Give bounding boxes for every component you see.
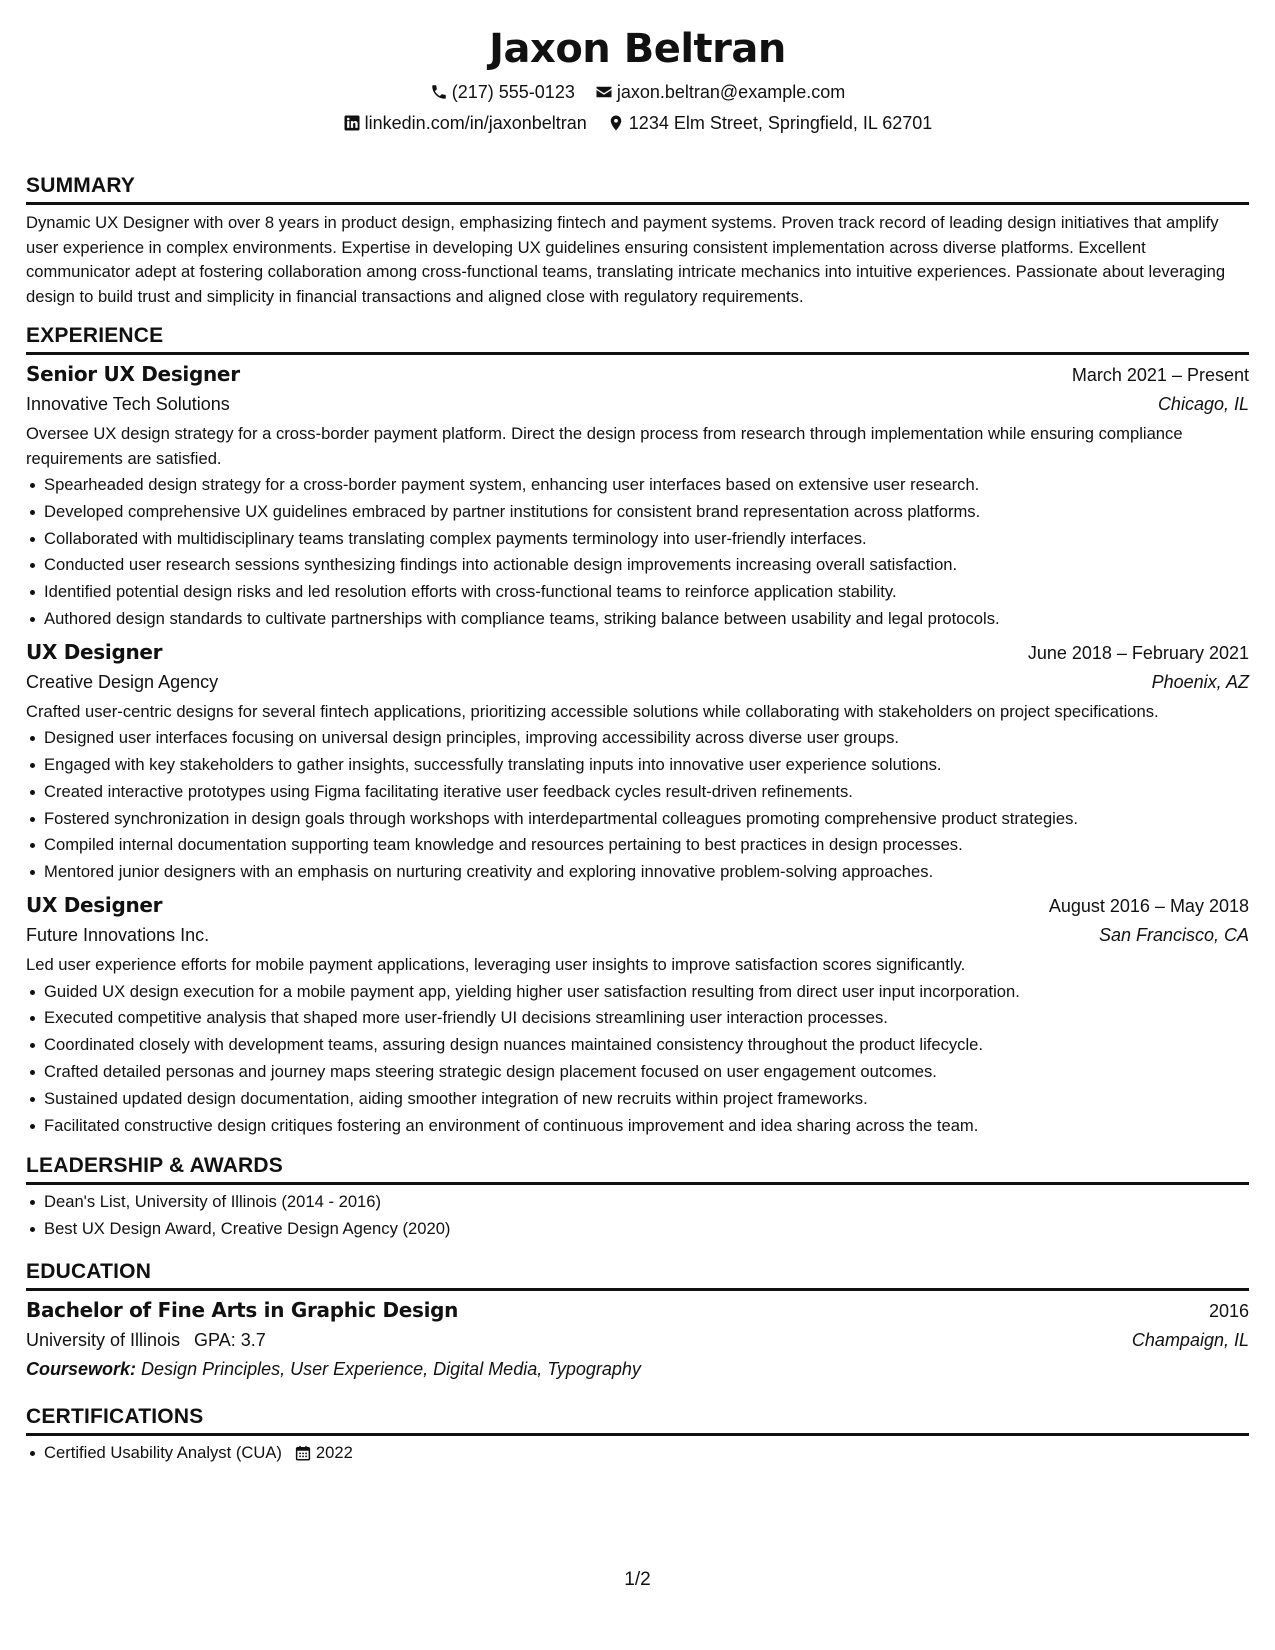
job-location: Chicago, IL <box>1157 394 1249 414</box>
contact-line-1 <box>26 80 1249 104</box>
list-item: Created interactive prototypes using Figma facilitating iterative user feedback cycles result-driven refinements. <box>26 779 1249 806</box>
job-date: August 2016 – May 2018 <box>1048 896 1249 917</box>
calendar-icon <box>294 1444 312 1462</box>
job-entry <box>26 637 1249 886</box>
job-header <box>26 637 1249 668</box>
coursework-list: Design Principles, User Experience, Digital Media, Typography <box>141 1358 641 1379</box>
job-subheader <box>26 390 1249 418</box>
job-header <box>26 890 1249 921</box>
certification-year: 2022 <box>315 1442 353 1462</box>
phone-icon <box>430 83 448 101</box>
list-item: Developed comprehensive UX guidelines embraced by partner institutions for consistent brand representation across platforms. <box>26 499 1249 526</box>
job-company: Creative Design Agency <box>26 671 219 692</box>
job-date: March 2021 – Present <box>1071 365 1249 385</box>
address-contact <box>607 111 933 135</box>
job-description: Crafted user-centric designs for several fintech applications, prioritizing accessible solutions while collaborating with stakeholders on project specifications. <box>26 701 1159 721</box>
gpa: GPA: 3.7 <box>194 1329 266 1350</box>
job-entry <box>26 890 1249 1139</box>
linkedin-link[interactable]: linkedin.com/in/jaxonbeltran <box>364 113 587 133</box>
job-subheader <box>26 668 1249 696</box>
list-item: Coordinated closely with development teams, assuring design nuances maintained consistency throughout the product lifecycle. <box>26 1032 1249 1059</box>
certifications-section <box>26 1404 1249 1467</box>
job-bullets <box>26 725 1249 886</box>
email-link[interactable]: jaxon.beltran@example.com <box>616 82 846 102</box>
job-description: Oversee UX design strategy for a cross-border payment platform. Direct the design process from research through implementation while ensuring compliance requirements are satisfied. <box>26 424 1183 468</box>
school-name: University of Illinois <box>26 1329 181 1350</box>
summary-text: Dynamic UX Designer with over 8 years in product design, emphasizing fintech and payment systems. Proven track record of leading design initiatives that amplify user experience in complex environments. Expertise in developing UX guidelines ensuring consistent implementation across diverse platforms. Excellent communicator adept at fostering collaboration among cross-functional teams, translating intricate mechanics into intuitive experiences. Passionate about leveraging design to build trust and simplicity in financial transactions and aligned close with regulatory requirements. <box>26 213 1226 306</box>
list-item: Conducted user research sessions synthesizing findings into actionable design improvements increasing overall satisfaction. <box>26 552 1249 579</box>
job-entry <box>26 359 1249 633</box>
list-item: Crafted detailed personas and journey maps steering strategic design placement focused on user engagement outcomes. <box>26 1059 1249 1086</box>
list-item: Identified potential design risks and led resolution efforts with cross-functional teams to reinforce application stability. <box>26 579 1249 606</box>
map-marker-icon <box>607 114 625 132</box>
email-contact <box>595 80 845 104</box>
job-description: Led user experience efforts for mobile payment applications, leveraging user insights to improve satisfaction scores significantly. <box>26 955 966 975</box>
list-item: Mentored junior designers with an emphasis on nurturing creativity and exploring innovative problem-solving approaches. <box>26 859 1249 886</box>
list-item: Fostered synchronization in design goals through workshops with interdepartmental colleagues promoting comprehensive product strategies. <box>26 806 1249 833</box>
list-item: Executed competitive analysis that shaped more user-friendly UI decisions streamlining user interaction processes. <box>26 1005 1249 1032</box>
envelope-icon <box>595 83 613 101</box>
list-item: Engaged with key stakeholders to gather insights, successfully translating inputs into innovative user experience solutions. <box>26 752 1249 779</box>
certifications-list <box>26 1440 1249 1467</box>
school-info <box>26 1326 266 1354</box>
school-location: Champaign, IL <box>1131 1329 1249 1350</box>
phone-contact <box>430 80 575 104</box>
job-header <box>26 359 1249 390</box>
job-company: Innovative Tech Solutions <box>26 394 230 414</box>
education-subheader <box>26 1326 1249 1354</box>
coursework <box>26 1354 1249 1384</box>
list-item: Guided UX design execution for a mobile payment app, yielding higher user satisfaction resulting from direct user input incorporation. <box>26 979 1249 1006</box>
section-title-awards: LEADERSHIP & AWARDS <box>26 1153 1249 1185</box>
degree-title: Bachelor of Fine Arts in Graphic Design <box>26 1297 459 1322</box>
list-item: Sustained updated design documentation, aiding smoother integration of new recruits within project frameworks. <box>26 1086 1249 1113</box>
awards-section <box>26 1153 1249 1243</box>
job-title: UX Designer <box>26 893 163 918</box>
linkedin-icon <box>343 114 361 132</box>
education-section <box>26 1259 1249 1384</box>
list-item: Dean's List, University of Illinois (2014 - 2016) <box>26 1189 1249 1216</box>
job-subheader <box>26 921 1249 949</box>
section-title-experience: EXPERIENCE <box>26 323 1249 355</box>
certification-date <box>294 1440 353 1467</box>
job-bullets <box>26 472 1249 633</box>
list-item: Designed user interfaces focusing on universal design principles, improving accessibility across diverse user groups. <box>26 725 1249 752</box>
section-title-education: EDUCATION <box>26 1259 1249 1291</box>
list-item: Compiled internal documentation supporting team knowledge and resources pertaining to best practices in design processes. <box>26 832 1249 859</box>
phone-text[interactable]: (217) 555-0123 <box>451 82 575 102</box>
list-item <box>26 1440 1249 1467</box>
linkedin-contact <box>343 111 587 135</box>
resume-page <box>26 0 1249 1650</box>
section-title-summary: SUMMARY <box>26 173 1249 205</box>
job-title: UX Designer <box>26 639 163 664</box>
candidate-name: Jaxon Beltran <box>489 26 786 72</box>
page-number: 1/2 <box>624 1569 651 1590</box>
job-date: June 2018 – February 2021 <box>1027 642 1249 663</box>
resume-header <box>26 0 1249 135</box>
job-title: Senior UX Designer <box>26 362 240 386</box>
job-location: San Francisco, CA <box>1098 925 1249 946</box>
address-text: 1234 Elm Street, Springfield, IL 62701 <box>628 113 933 133</box>
certification-item <box>44 1440 353 1467</box>
list-item: Collaborated with multidisciplinary teams translating complex payments terminology into user-friendly interfaces. <box>26 526 1249 553</box>
job-company: Future Innovations Inc. <box>26 925 210 946</box>
coursework-label: Coursework: <box>26 1358 137 1379</box>
list-item: Facilitated constructive design critiques fostering an environment of continuous improvement and idea sharing across the team. <box>26 1113 1249 1140</box>
awards-list <box>26 1189 1249 1243</box>
graduation-year: 2016 <box>1208 1300 1249 1321</box>
certification-name: Certified Usability Analyst (CUA) <box>44 1442 282 1462</box>
section-title-certifications: CERTIFICATIONS <box>26 1404 1249 1436</box>
list-item: Best UX Design Award, Creative Design Agency (2020) <box>26 1216 1249 1243</box>
experience-section <box>26 323 1249 1139</box>
list-item: Spearheaded design strategy for a cross-border payment system, enhancing user interfaces based on extensive user research. <box>26 472 1249 499</box>
summary-section <box>26 173 1249 309</box>
job-bullets <box>26 979 1249 1140</box>
education-header <box>26 1295 1249 1326</box>
list-item: Authored design standards to cultivate partnerships with compliance teams, striking balance between usability and legal protocols. <box>26 606 1249 633</box>
job-location: Phoenix, AZ <box>1151 671 1249 692</box>
contact-line-2 <box>26 111 1249 135</box>
